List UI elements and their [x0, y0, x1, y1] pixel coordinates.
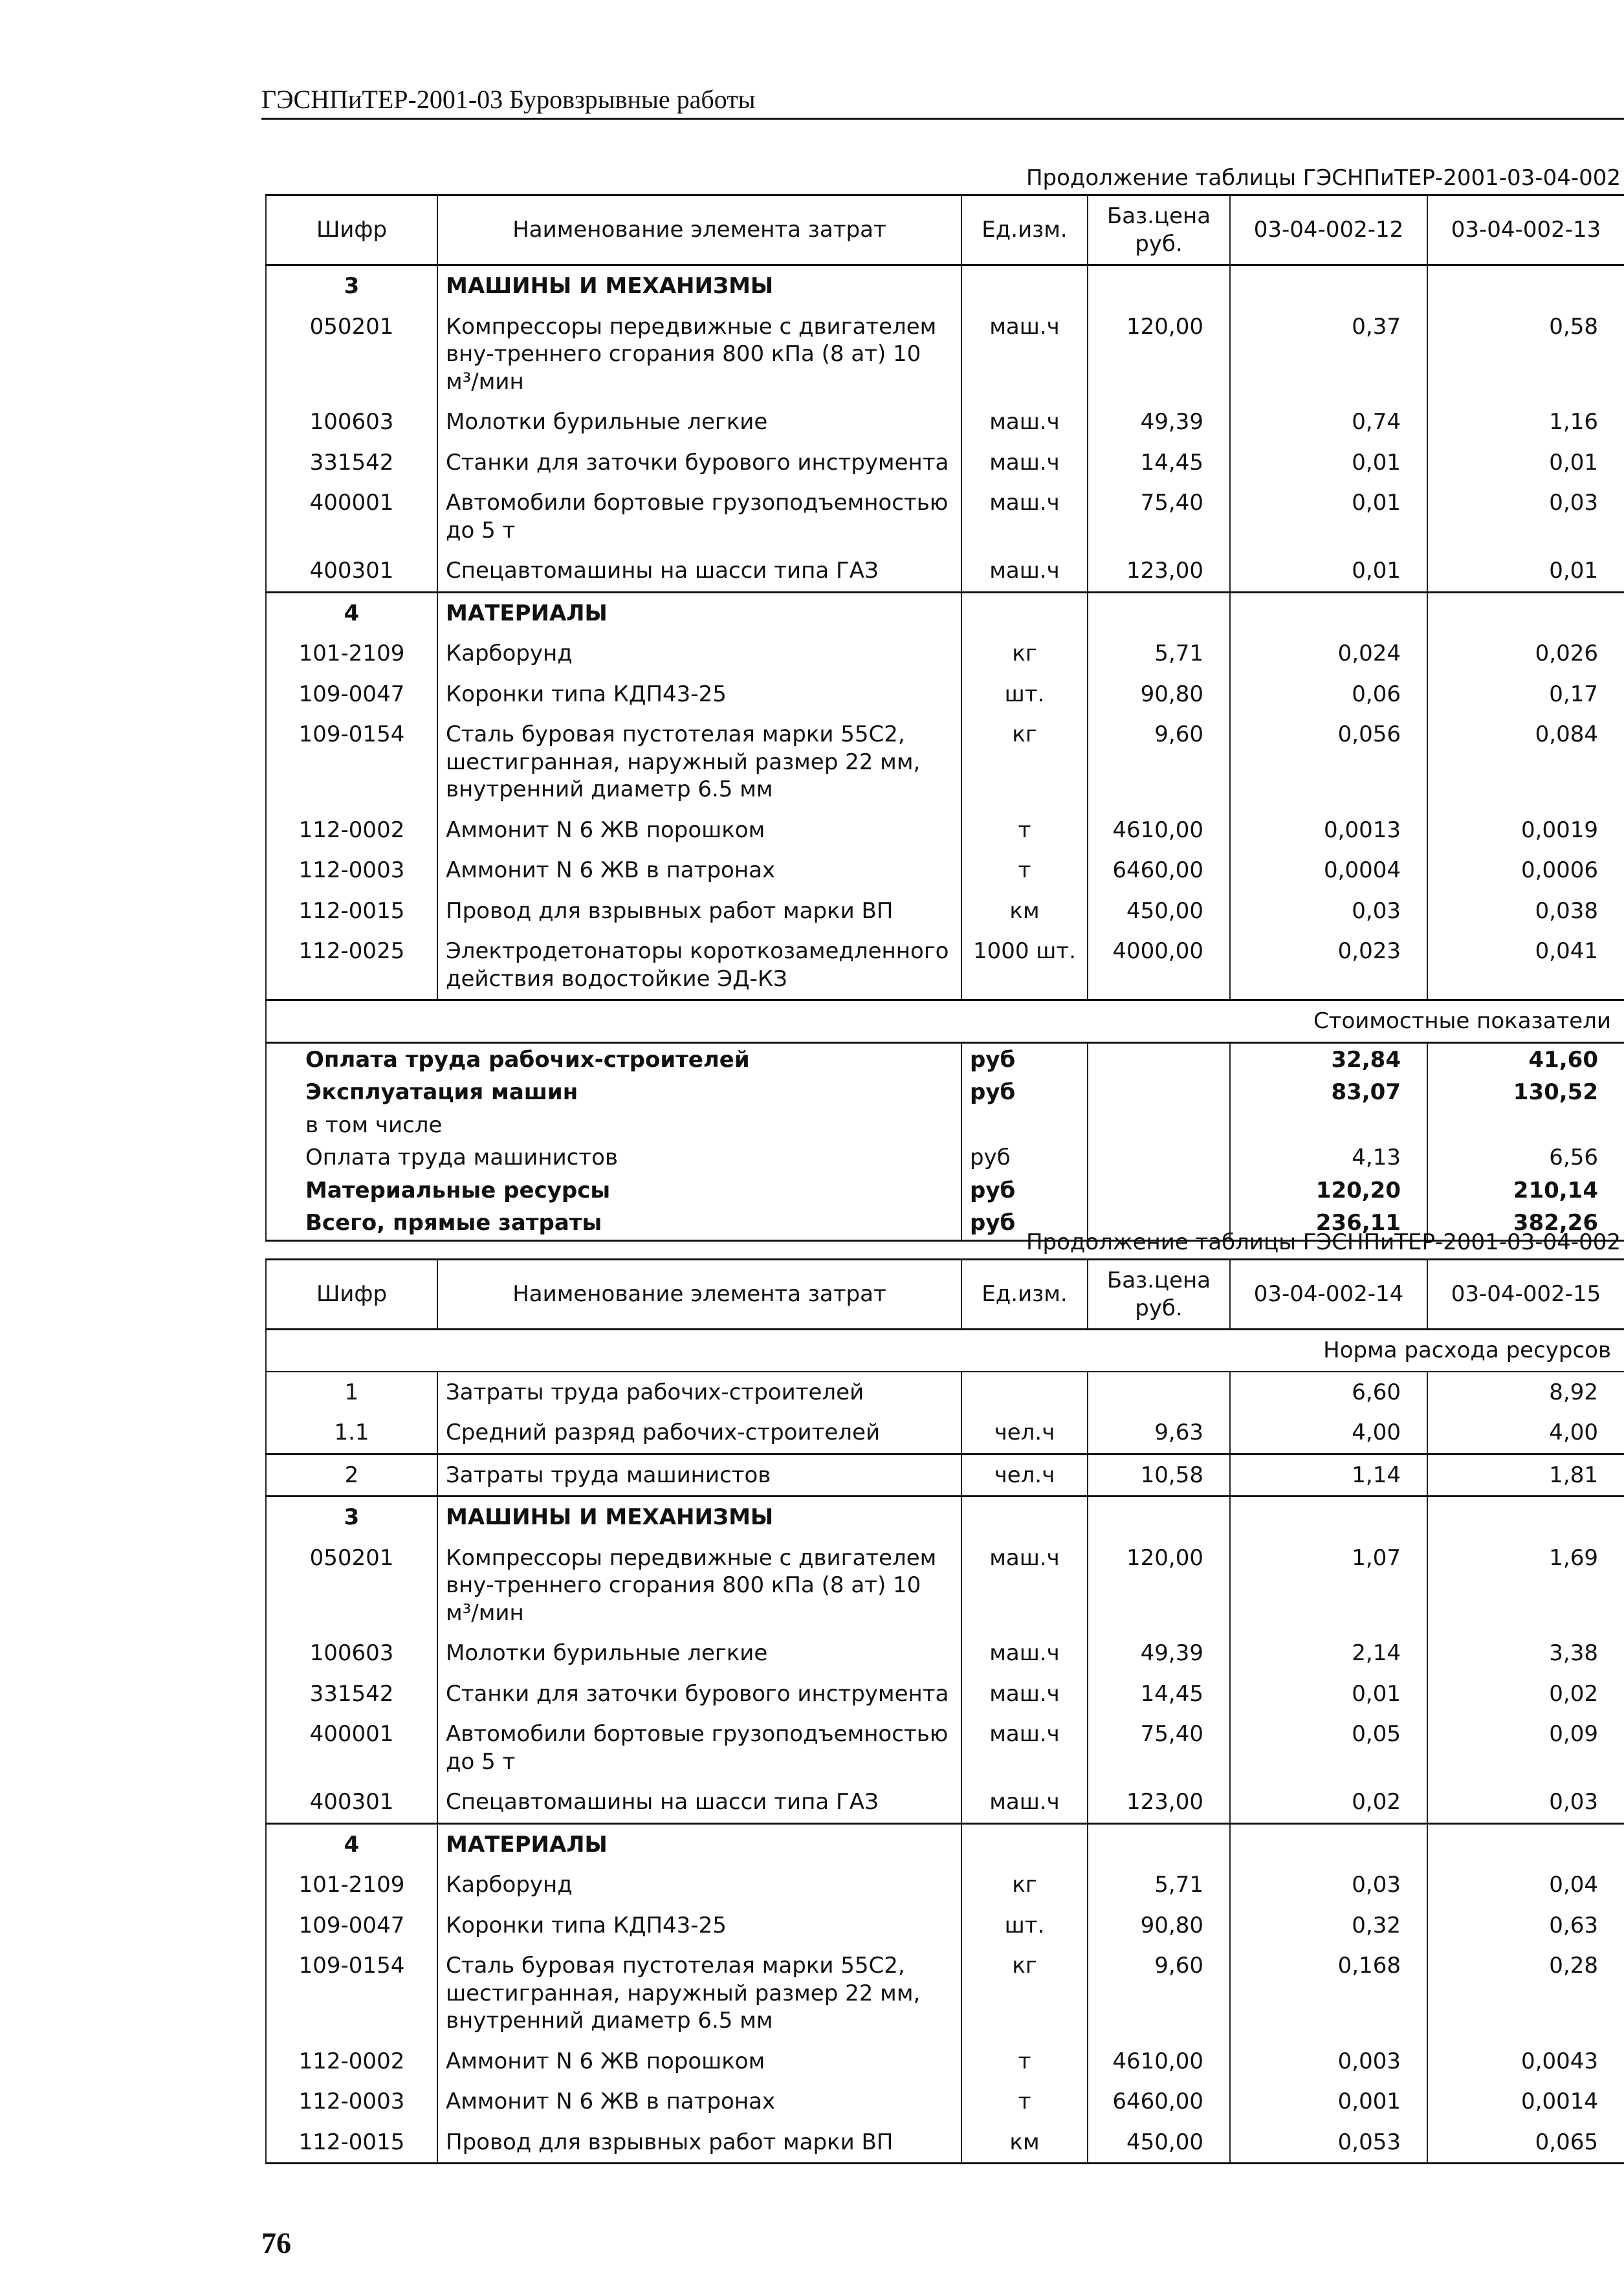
table-row [266, 1674, 1624, 1715]
row-value-2: 0,28 [1427, 1946, 1624, 2041]
table-row [266, 1865, 1624, 1905]
column-header-unit: Ед.изм. [961, 195, 1088, 265]
table-2-caption: Продолжение таблицы ГЭСНПиТЕР-2001-03-04-002 [1026, 1229, 1621, 1255]
row-code: 331542 [266, 443, 437, 483]
section-header-row [266, 1497, 1624, 1538]
column-header-rate-1: 03-04-002-12 [1230, 195, 1427, 265]
table-row [266, 2122, 1624, 2164]
totals-value-2: 6,56 [1427, 1141, 1624, 1174]
row-base-price: 123,00 [1088, 551, 1230, 592]
row-code: 101-2109 [266, 633, 437, 674]
row-value-2: 0,0019 [1427, 810, 1624, 851]
row-value-2: 0,58 [1427, 307, 1624, 402]
column-header-base-price: Баз.цена руб. [1088, 195, 1230, 265]
row-unit [961, 1372, 1088, 1413]
row-value-2: 8,92 [1427, 1372, 1624, 1413]
row-code: 112-0002 [266, 2041, 437, 2082]
row-base-price: 14,45 [1088, 1674, 1230, 1715]
row-value-2: 1,69 [1427, 1538, 1624, 1634]
row-name: МАТЕРИАЛЫ [437, 592, 961, 633]
row-value-2: 0,02 [1427, 1674, 1624, 1715]
table-row [266, 810, 1624, 851]
row-unit: км [961, 2122, 1088, 2164]
row-code: 3 [266, 265, 437, 307]
row-name: МАТЕРИАЛЫ [437, 1823, 961, 1865]
row-code: 112-0003 [266, 2081, 437, 2122]
table-row [266, 1946, 1624, 2041]
totals-label: Оплата труда машинистов [266, 1141, 961, 1174]
row-value-1: 0,0004 [1230, 850, 1427, 891]
totals-label: Оплата труда рабочих-строителей [266, 1042, 961, 1076]
row-name: Молотки бурильные легкие [437, 402, 961, 443]
column-header-rate-2: 03-04-002-13 [1427, 195, 1624, 265]
row-code: 112-0015 [266, 891, 437, 932]
row-base-price: 120,00 [1088, 307, 1230, 402]
row-name: Станки для заточки бурового инструмента [437, 1674, 961, 1715]
row-value-1: 4,00 [1230, 1412, 1427, 1454]
row-base-price [1088, 1823, 1230, 1865]
row-base-price: 10,58 [1088, 1454, 1230, 1497]
row-code: 1.1 [266, 1412, 437, 1454]
row-value-2: 0,0006 [1427, 850, 1624, 891]
row-value-1: 0,168 [1230, 1946, 1427, 2041]
totals-unit: руб [961, 1141, 1088, 1174]
row-unit: маш.ч [961, 1538, 1088, 1634]
row-code: 050201 [266, 1538, 437, 1634]
cost-indicators-header [266, 1000, 1624, 1043]
table-row [266, 1714, 1624, 1782]
table-row [266, 714, 1624, 810]
row-unit: маш.ч [961, 443, 1088, 483]
row-base-price: 6460,00 [1088, 2081, 1230, 2122]
totals-label: Всего, прямые затраты [266, 1207, 961, 1240]
labor-row [266, 1372, 1624, 1413]
row-name: МАШИНЫ И МЕХАНИЗМЫ [437, 265, 961, 307]
row-value-1: 0,05 [1230, 1714, 1427, 1782]
row-code: 112-0025 [266, 931, 437, 1000]
row-base-price: 90,80 [1088, 1905, 1230, 1946]
row-name: Коронки типа КДП43-25 [437, 674, 961, 715]
row-value-1: 0,03 [1230, 1865, 1427, 1905]
row-unit: кг [961, 714, 1088, 810]
table-row [266, 2041, 1624, 2082]
row-base-price: 49,39 [1088, 1633, 1230, 1674]
column-header-rate-2: 03-04-002-15 [1427, 1260, 1624, 1330]
table-row [266, 1782, 1624, 1823]
table-row [266, 891, 1624, 932]
row-value-1: 0,37 [1230, 307, 1427, 402]
row-base-price: 5,71 [1088, 1865, 1230, 1905]
row-value-2 [1427, 592, 1624, 633]
column-header-rate-1: 03-04-002-14 [1230, 1260, 1427, 1330]
row-name: Затраты труда рабочих-строителей [437, 1372, 961, 1413]
row-value-2: 0,038 [1427, 891, 1624, 932]
totals-empty [1088, 1076, 1230, 1109]
row-value-1: 0,02 [1230, 1782, 1427, 1823]
row-base-price: 75,40 [1088, 483, 1230, 551]
row-value-1: 0,056 [1230, 714, 1427, 810]
row-value-1: 6,60 [1230, 1372, 1427, 1413]
resource-table-1 [265, 194, 1624, 1242]
row-base-price: 9,60 [1088, 714, 1230, 810]
totals-value-1: 4,13 [1230, 1141, 1427, 1174]
table-1-header-row [266, 195, 1624, 265]
column-header-name: Наименование элемента затрат [437, 1260, 961, 1330]
row-unit: чел.ч [961, 1412, 1088, 1454]
totals-row [266, 1174, 1624, 1207]
row-value-1: 0,01 [1230, 551, 1427, 592]
row-value-2: 0,04 [1427, 1865, 1624, 1905]
totals-label: Эксплуатация машин [266, 1076, 961, 1109]
row-unit: маш.ч [961, 483, 1088, 551]
table-row [266, 307, 1624, 402]
row-code: 400001 [266, 1714, 437, 1782]
row-value-1: 0,32 [1230, 1905, 1427, 1946]
totals-label: Материальные ресурсы [266, 1174, 961, 1207]
row-value-2: 0,03 [1427, 483, 1624, 551]
norm-header [266, 1330, 1624, 1372]
totals-value-2: 130,52 [1427, 1076, 1624, 1109]
row-value-1: 0,01 [1230, 1674, 1427, 1715]
row-value-2: 0,084 [1427, 714, 1624, 810]
row-code: 109-0047 [266, 1905, 437, 1946]
row-base-price: 9,63 [1088, 1412, 1230, 1454]
table-row [266, 633, 1624, 674]
column-header-code: Шифр [266, 1260, 437, 1330]
row-value-1 [1230, 1823, 1427, 1865]
row-code: 331542 [266, 1674, 437, 1715]
row-value-2: 0,63 [1427, 1905, 1624, 1946]
totals-value-1 [1230, 1109, 1427, 1142]
table-row [266, 483, 1624, 551]
row-value-2: 0,041 [1427, 931, 1624, 1000]
row-unit: кг [961, 1946, 1088, 2041]
row-unit: кг [961, 1865, 1088, 1905]
row-name: Компрессоры передвижные с двигателем вну-треннего сгорания 800 кПа (8 ат) 10 м³/мин [437, 1538, 961, 1634]
row-code: 2 [266, 1454, 437, 1497]
totals-row [266, 1076, 1624, 1109]
row-value-1: 0,06 [1230, 674, 1427, 715]
row-value-2: 0,026 [1427, 633, 1624, 674]
totals-label: в том числе [266, 1109, 961, 1142]
row-unit: маш.ч [961, 551, 1088, 592]
row-base-price: 123,00 [1088, 1782, 1230, 1823]
row-code: 109-0154 [266, 1946, 437, 2041]
section-header-row [266, 265, 1624, 307]
row-value-1: 1,14 [1230, 1454, 1427, 1497]
row-unit: шт. [961, 674, 1088, 715]
row-value-1: 0,01 [1230, 483, 1427, 551]
row-value-2: 0,03 [1427, 1782, 1624, 1823]
totals-unit: руб [961, 1076, 1088, 1109]
resource-table-2 [265, 1258, 1624, 2164]
row-value-2: 0,0043 [1427, 2041, 1624, 2082]
totals-value-2: 382,26 [1427, 1207, 1624, 1240]
row-name: Карборунд [437, 633, 961, 674]
row-code: 050201 [266, 307, 437, 402]
totals-unit: руб [961, 1042, 1088, 1076]
row-base-price [1088, 592, 1230, 633]
row-value-2: 0,065 [1427, 2122, 1624, 2164]
row-base-price: 14,45 [1088, 443, 1230, 483]
totals-row [266, 1109, 1624, 1142]
row-name: Аммонит N 6 ЖВ порошком [437, 810, 961, 851]
row-value-2 [1427, 1497, 1624, 1538]
row-code: 109-0047 [266, 674, 437, 715]
row-unit: т [961, 810, 1088, 851]
row-code: 400301 [266, 1782, 437, 1823]
row-name: Молотки бурильные легкие [437, 1633, 961, 1674]
row-base-price: 49,39 [1088, 402, 1230, 443]
row-base-price: 120,00 [1088, 1538, 1230, 1634]
row-value-2: 0,09 [1427, 1714, 1624, 1782]
labor-row [266, 1454, 1624, 1497]
row-base-price [1088, 1497, 1230, 1538]
table-row [266, 1905, 1624, 1946]
row-name: Средний разряд рабочих-строителей [437, 1412, 961, 1454]
totals-value-2 [1427, 1109, 1624, 1142]
row-name: МАШИНЫ И МЕХАНИЗМЫ [437, 1497, 961, 1538]
row-unit: км [961, 891, 1088, 932]
row-value-2: 0,0014 [1427, 2081, 1624, 2122]
row-value-1: 1,07 [1230, 1538, 1427, 1634]
row-name: Аммонит N 6 ЖВ порошком [437, 2041, 961, 2082]
row-name: Карборунд [437, 1865, 961, 1905]
row-unit: маш.ч [961, 1674, 1088, 1715]
row-code: 112-0002 [266, 810, 437, 851]
column-header-name: Наименование элемента затрат [437, 195, 961, 265]
row-value-1: 0,74 [1230, 402, 1427, 443]
totals-value-1: 120,20 [1230, 1174, 1427, 1207]
row-base-price [1088, 265, 1230, 307]
row-unit: шт. [961, 1905, 1088, 1946]
row-unit: чел.ч [961, 1454, 1088, 1497]
totals-empty [1088, 1109, 1230, 1142]
row-name: Аммонит N 6 ЖВ в патронах [437, 850, 961, 891]
row-name: Сталь буровая пустотелая марки 55С2, шестигранная, наружный размер 22 мм, внутренний диаметр 6.5 мм [437, 1946, 961, 2041]
row-base-price [1088, 1372, 1230, 1413]
totals-empty [1088, 1042, 1230, 1076]
row-unit: маш.ч [961, 1782, 1088, 1823]
table-2-header-row [266, 1260, 1624, 1330]
row-base-price: 5,71 [1088, 633, 1230, 674]
table-row [266, 443, 1624, 483]
section-header-row [266, 1823, 1624, 1865]
totals-value-1: 32,84 [1230, 1042, 1427, 1076]
row-value-1: 0,003 [1230, 2041, 1427, 2082]
row-value-2: 1,81 [1427, 1454, 1624, 1497]
row-unit [961, 1497, 1088, 1538]
row-unit [961, 265, 1088, 307]
totals-unit [961, 1109, 1088, 1142]
table-1-caption: Продолжение таблицы ГЭСНПиТЕР-2001-03-04-002 [1026, 165, 1621, 191]
totals-row [266, 1141, 1624, 1174]
totals-empty [1088, 1141, 1230, 1174]
row-name: Станки для заточки бурового инструмента [437, 443, 961, 483]
totals-value-2: 210,14 [1427, 1174, 1624, 1207]
row-value-1 [1230, 1497, 1427, 1538]
row-unit: кг [961, 633, 1088, 674]
row-unit: маш.ч [961, 1714, 1088, 1782]
row-value-1: 2,14 [1230, 1633, 1427, 1674]
totals-empty [1088, 1174, 1230, 1207]
table-row [266, 674, 1624, 715]
row-value-2: 1,16 [1427, 402, 1624, 443]
table-row [266, 850, 1624, 891]
table-row [266, 551, 1624, 592]
row-base-price: 450,00 [1088, 891, 1230, 932]
norm-header-label: Норма расхода ресурсов [266, 1330, 1624, 1372]
row-base-price: 90,80 [1088, 674, 1230, 715]
row-base-price: 75,40 [1088, 1714, 1230, 1782]
table-1-body [266, 265, 1624, 1241]
row-code: 100603 [266, 1633, 437, 1674]
document-header: ГЭСНПиТЕР-2001-03 Буровзрывные работы [261, 85, 756, 114]
row-value-1: 0,001 [1230, 2081, 1427, 2122]
row-name: Аммонит N 6 ЖВ в патронах [437, 2081, 961, 2122]
row-unit [961, 1823, 1088, 1865]
row-code: 4 [266, 592, 437, 633]
row-base-price: 6460,00 [1088, 850, 1230, 891]
row-value-1: 0,03 [1230, 891, 1427, 932]
row-value-1 [1230, 265, 1427, 307]
row-code: 400001 [266, 483, 437, 551]
row-value-2: 0,01 [1427, 551, 1624, 592]
row-code: 4 [266, 1823, 437, 1865]
cost-indicators-header-label: Стоимостные показатели [266, 1000, 1624, 1043]
labor-row [266, 1412, 1624, 1454]
row-name: Спецавтомашины на шасси типа ГАЗ [437, 551, 961, 592]
row-code: 400301 [266, 551, 437, 592]
row-value-1 [1230, 592, 1427, 633]
row-base-price: 4000,00 [1088, 931, 1230, 1000]
row-code: 109-0154 [266, 714, 437, 810]
row-name: Компрессоры передвижные с двигателем вну-треннего сгорания 800 кПа (8 ат) 10 м³/мин [437, 307, 961, 402]
row-name: Провод для взрывных работ марки ВП [437, 891, 961, 932]
table-row [266, 402, 1624, 443]
totals-unit: руб [961, 1174, 1088, 1207]
row-code: 3 [266, 1497, 437, 1538]
totals-row [266, 1042, 1624, 1076]
row-unit: маш.ч [961, 1633, 1088, 1674]
row-unit: т [961, 2081, 1088, 2122]
row-code: 101-2109 [266, 1865, 437, 1905]
table-row [266, 1633, 1624, 1674]
row-value-2: 4,00 [1427, 1412, 1624, 1454]
row-value-2: 0,17 [1427, 674, 1624, 715]
row-name: Автомобили бортовые грузоподъемностью до 5 т [437, 1714, 961, 1782]
column-header-code: Шифр [266, 195, 437, 265]
column-header-base-price: Баз.цена руб. [1088, 1260, 1230, 1330]
row-value-1: 0,0013 [1230, 810, 1427, 851]
row-code: 1 [266, 1372, 437, 1413]
totals-value-1: 83,07 [1230, 1076, 1427, 1109]
table-row [266, 1538, 1624, 1634]
page-number: 76 [261, 2226, 291, 2259]
row-unit: маш.ч [961, 307, 1088, 402]
table-row [266, 2081, 1624, 2122]
row-unit: 1000 шт. [961, 931, 1088, 1000]
row-value-2 [1427, 1823, 1624, 1865]
row-base-price: 9,60 [1088, 1946, 1230, 2041]
row-unit: т [961, 2041, 1088, 2082]
row-value-1: 0,01 [1230, 443, 1427, 483]
row-value-1: 0,023 [1230, 931, 1427, 1000]
row-code: 100603 [266, 402, 437, 443]
column-header-unit: Ед.изм. [961, 1260, 1088, 1330]
section-header-row [266, 592, 1624, 633]
totals-value-1: 236,11 [1230, 1207, 1427, 1240]
row-name: Сталь буровая пустотелая марки 55С2, шестигранная, наружный размер 22 мм, внутренний диаметр 6.5 мм [437, 714, 961, 810]
row-unit: т [961, 850, 1088, 891]
row-name: Автомобили бортовые грузоподъемностью до 5 т [437, 483, 961, 551]
row-base-price: 4610,00 [1088, 810, 1230, 851]
row-name: Затраты труда машинистов [437, 1454, 961, 1497]
totals-value-2: 41,60 [1427, 1042, 1624, 1076]
row-value-1: 0,024 [1230, 633, 1427, 674]
row-value-2: 0,01 [1427, 443, 1624, 483]
header-rule [261, 118, 1624, 120]
row-base-price: 4610,00 [1088, 2041, 1230, 2082]
totals-unit: руб [961, 1207, 1088, 1240]
row-value-2 [1427, 265, 1624, 307]
row-value-1: 0,053 [1230, 2122, 1427, 2164]
row-base-price: 450,00 [1088, 2122, 1230, 2164]
row-name: Коронки типа КДП43-25 [437, 1905, 961, 1946]
row-unit: маш.ч [961, 402, 1088, 443]
row-value-2: 3,38 [1427, 1633, 1624, 1674]
row-code: 112-0003 [266, 850, 437, 891]
row-name: Электродетонаторы короткозамедленного действия водостойкие ЭД-КЗ [437, 931, 961, 1000]
row-code: 112-0015 [266, 2122, 437, 2164]
table-row [266, 931, 1624, 1000]
table-2-body [266, 1330, 1624, 2164]
row-unit [961, 592, 1088, 633]
row-name: Спецавтомашины на шасси типа ГАЗ [437, 1782, 961, 1823]
row-name: Провод для взрывных работ марки ВП [437, 2122, 961, 2164]
